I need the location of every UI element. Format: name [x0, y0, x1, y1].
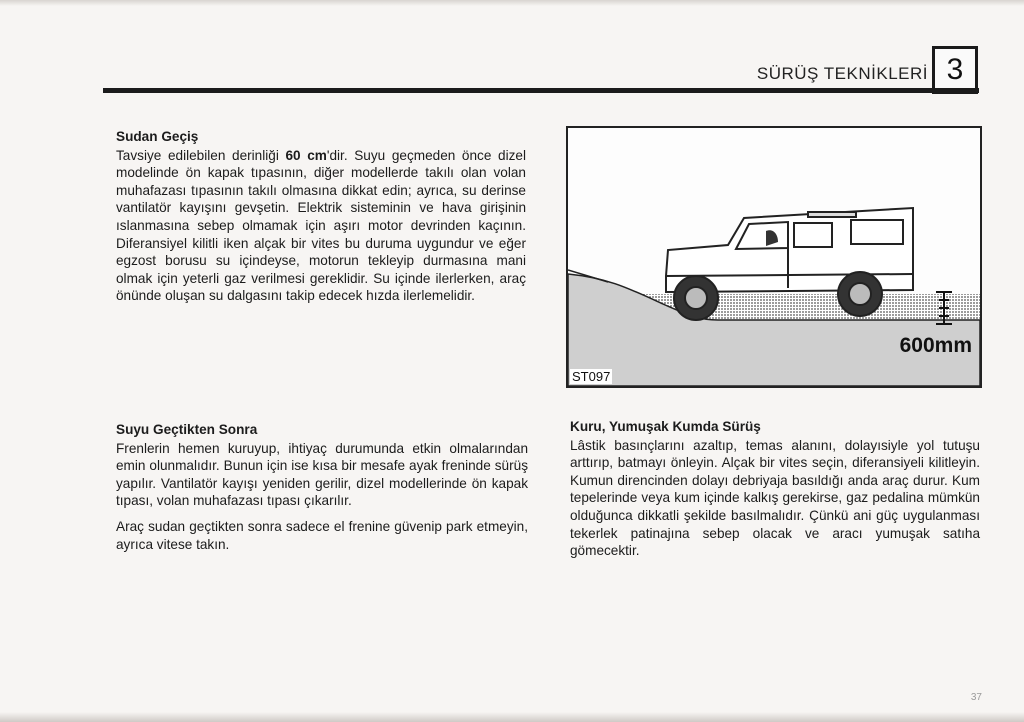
section-sand-driving	[570, 418, 980, 560]
figure-code: ST097	[572, 369, 611, 384]
section-body: Lâstik basınçlarını azaltıp, temas alanını, dolayısiyle yol tutuşu arttırıp, batmayı önleyin. Alçak bir vites seçin, diferansiyeli kilitleyin. Kumun direncinden dolayı debriyaja basıldığı anda araç durur. Kum tepelerinde veya kum içinde kalkış gerekirse, gaz pedalina mümkün olduğunca dikkatli şekilde basılmalıdır. Çünkü ani güç uygulanması tekerlek patinajına sebep olacak ve aracı yumuşak satıha gömecektir.	[570, 437, 980, 559]
header-rule	[103, 88, 979, 93]
chapter-number-box	[932, 46, 978, 94]
depth-label: 600mm	[899, 334, 972, 357]
section-body: Araç sudan geçtikten sonra sadece el frenine güvenip park etmeyin, ayrıca vitese takın.	[116, 518, 528, 552]
section-water-crossing	[116, 128, 526, 305]
section-body	[116, 147, 526, 305]
wading-figure	[566, 126, 982, 388]
chapter-number: 3	[946, 53, 964, 86]
page-edge-bottom	[0, 712, 1024, 722]
section-heading: Kuru, Yumuşak Kumda Sürüş	[570, 419, 761, 434]
body-text: 'dir. Suyu geçmeden önce dizel modelinde ön kapak tıpasının, diğer modellerde takılı olan volan muhafazası tıpasının takılı olmasına dikkat edin; ayrıca, su derinse vantilatör kayışını gevşetin. Elektrik sisteminin ve hava girişinin ıslanmasına sebep olmamak için aşırı motor devrinden kaçının. Diferansiyel kilitli iken alçak bir vites bu duruma uygundur ve eğer egzost borusu su içindeyse, motorun tekleyip durmasına mani olmak için yeterli gaz verilmesi gereklidir. Su içinde ilerlerken, araç önünde oluşan su dalgasını takip edecek hızda ilerlemelidir.	[116, 147, 526, 304]
chapter-title: SÜRÜŞ TEKNİKLERİ	[756, 64, 928, 83]
section-after-crossing	[116, 421, 528, 553]
depth-value: 60 cm	[285, 147, 327, 163]
page-edge-top	[0, 0, 1024, 6]
body-text: Tavsiye edilebilen derinliği	[116, 147, 286, 163]
section-heading: Suyu Geçtikten Sonra	[116, 422, 258, 437]
page-number: 37	[970, 692, 982, 703]
section-heading: Sudan Geçiş	[116, 129, 199, 144]
section-body: Frenlerin hemen kuruyup, ihtiyaç durumunda etkin olmalarından emin olunmalıdır. Bunun için ise kısa bir mesafe ayak freninde sürüş yapılır. Vantilatör kayışı yeniden gerilir, dizel modellerinde ön kapak tıpası, volan muhafazası tıpası çıkarılır.	[116, 440, 528, 509]
